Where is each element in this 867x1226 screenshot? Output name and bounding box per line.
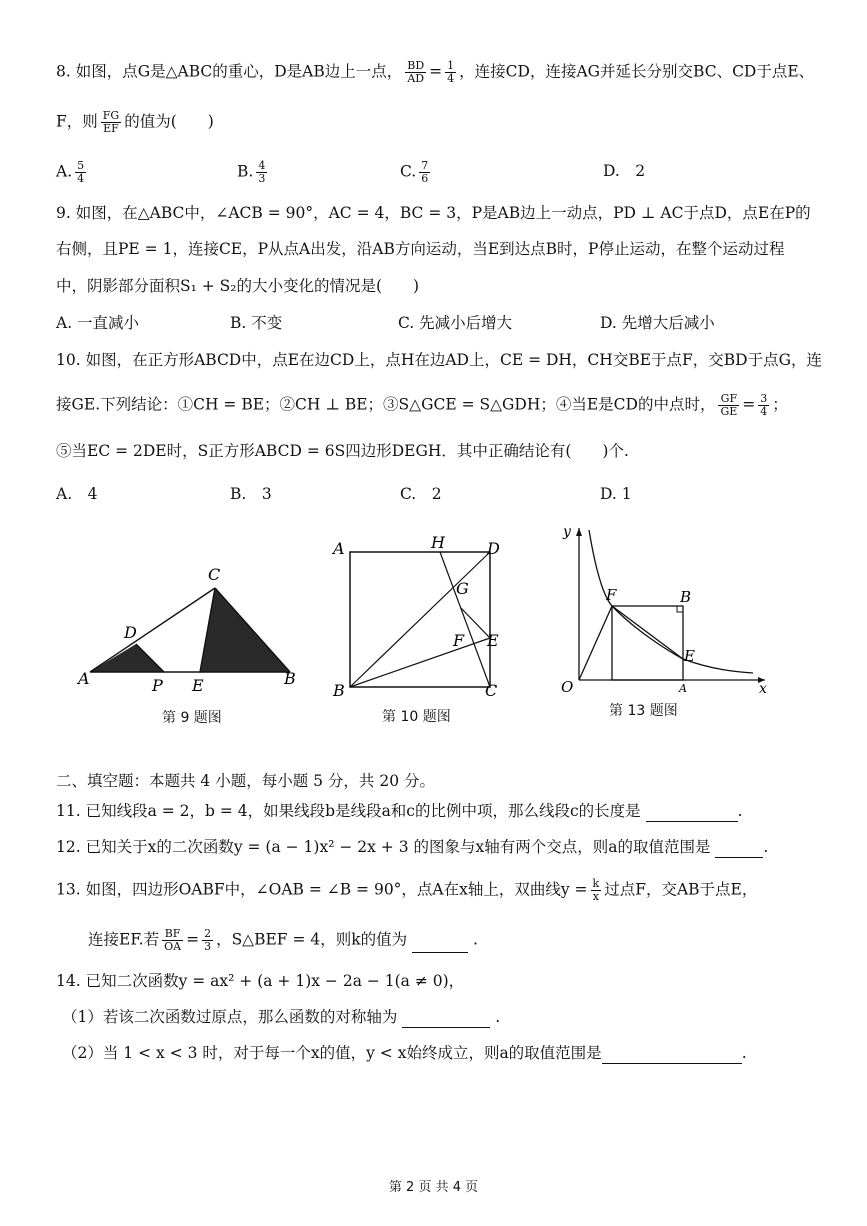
frac-num: 3 [760,392,768,405]
label-e: E [192,676,204,695]
q10-line1: 10. 如图，在正方形ABCD中，点E在边CD上，点H在边AD上，CE = DH，CH交BE于点F，交BD于点G，连 [56,351,822,369]
q13-end: . [473,930,478,949]
label-d: D [487,539,500,558]
segment-ge [461,608,490,638]
q8-frac-value [445,60,456,85]
opt-letter: A. [56,162,73,181]
label-y: y [563,524,571,540]
q11-line [56,800,743,822]
q12-text: 12. 已知关于x的二次函数y = (a − 1)x² − 2x + 3 的图象与x轴有两个交点，则a的取值范围是 [56,838,711,856]
frac-num: 4 [258,159,266,172]
label-o: O [561,678,574,696]
frac-num: BF [162,928,183,941]
q13-answer-blank[interactable] [412,938,468,953]
frac-den: EF [103,122,119,135]
segment-of [579,606,612,680]
q13-frac-k-x [591,878,602,903]
q8-option-c [400,160,433,185]
right-angle-mark [677,606,683,612]
q10-frac-gf-ge [718,393,739,418]
q14-line3 [62,1042,747,1064]
frac-den: 6 [421,172,429,185]
q9-option-b: B. 不变 [230,314,283,332]
q10-option-b: B. 3 [230,485,272,503]
q13-text-2a: 连接EF.若 [88,930,160,949]
q13-line1 [56,878,757,903]
q10-text-2a: 接GE.下列结论：①CH = BE；②CH ⊥ BE；③S△GCE = S△GDH；④当E是CD的中点时， [56,395,716,414]
label-e: E [684,647,695,665]
q8-line1 [56,60,814,85]
q11-end: . [737,802,743,820]
q8-option-d: D. 2 [603,162,646,180]
segment-be [350,638,490,687]
q10-line3: ⑤当EC = 2DE时，S正方形ABCD = 6S四边形DEGH．其中正确结论有( )个. [56,442,629,460]
q10-option-d: D. 1 [600,485,632,503]
q14-line2 [62,1006,500,1028]
q10-option-c: C. 2 [400,485,442,503]
q13-frac-bf-oa [162,928,183,953]
opt-frac [419,160,430,185]
q8-option-a [56,160,89,185]
frac-den: 3 [204,940,212,953]
segment-bd [350,552,490,687]
q10-text-2b: ； [772,395,788,414]
figure-10-caption: 第 10 题图 [382,709,451,725]
q14-part1-answer-blank[interactable] [402,1013,490,1028]
q10-line2 [56,393,788,418]
y-arrow [576,528,582,536]
q8-text-2b: 的值为( ) [124,112,214,131]
shaded-region-s2 [200,588,290,672]
frac-den: 4 [760,405,768,418]
eq: = [186,930,200,949]
q9-option-c: C. 先减小后增大 [398,314,513,332]
q8-text-2a: F，则 [56,112,98,131]
q13-text-1a: 13. 如图，四边形OABF中，∠OAB = ∠B = 90°，点A在x轴上，双曲线y = [56,880,588,899]
frac-num: FG [102,109,120,122]
label-e: E [487,631,499,650]
frac-num: GF [718,393,739,406]
segment-fe [612,606,683,659]
q10-frac-value [758,393,769,418]
section-2-title: 二、填空题：本题共 4 小题，每小题 5 分，共 20 分。 [56,772,436,790]
label-b: B [680,588,692,606]
label-h: H [431,533,445,552]
q8-text-1: 8. 如图，点G是△ABC的重心，D是AB边上一点， [56,62,403,81]
q8-text-1b: ，连接CD，连接AG并延长分别交BC、CD于点E、 [459,62,815,81]
q14-text-2: （1）若该二次函数过原点，那么函数的对称轴为 [62,1008,398,1026]
frac-num: 2 [204,927,212,940]
label-p: P [152,676,163,695]
eq: = [429,62,443,81]
q14-part2-answer-blank[interactable] [602,1049,742,1064]
q13-line2 [88,928,478,953]
opt-letter: C. [400,162,417,181]
segment-ac [90,588,215,672]
q13-text-1b: 过点F，交AB于点E， [604,880,758,899]
q9-line3: 中，阴影部分面积S₁ + S₂的大小变化的情况是( ) [56,277,420,295]
frac-num: BD [407,59,425,72]
q10-option-a: A. 4 [56,485,98,503]
opt-letter: B. [237,162,254,181]
page-footer: 第 2 页 共 4 页 [388,1180,479,1195]
q14-text-3: （2）当 1 < x < 3 时，对于每一个x的值，y < x始终成立，则a的取值范围是 [62,1044,602,1062]
label-c: C [208,565,221,584]
label-b: B [284,669,296,688]
frac-den: 4 [77,172,85,185]
figure-9-caption: 第 9 题图 [162,710,222,726]
q12-answer-blank[interactable] [715,843,763,858]
label-a: A [679,682,687,695]
q8-frac-fg-ef [101,110,121,135]
label-b: B [333,681,345,700]
eq: = [742,395,756,414]
opt-frac [256,160,267,185]
q14-end-1: . [495,1008,501,1026]
q14-end-2: . [741,1044,747,1062]
segment-hc [440,552,490,687]
q8-frac-bd-ad [405,60,426,85]
figure-13-caption: 第 13 题图 [609,703,678,719]
label-a: A [333,539,345,558]
frac-den: 4 [447,72,455,85]
q12-line [56,836,768,858]
figure-9 [70,560,310,700]
label-c: C [485,681,498,700]
figure-13 [553,518,783,698]
q9-option-d: D. 先增大后减小 [600,314,715,332]
q11-text: 11. 已知线段a = 2，b = 4，如果线段b是线段a和c的比例中项，那么线段c的长度是 [56,802,641,820]
figure-10 [325,530,515,710]
q14-line1: 14. 已知二次函数y = ax² + (a + 1)x − 2a − 1(a ≠ 0)， [56,972,465,990]
label-x: x [759,681,767,697]
frac-den: GE [720,405,738,418]
label-f: F [453,631,465,650]
opt-frac [75,160,86,185]
frac-den: OA [164,940,182,953]
label-g: G [456,579,469,598]
q13-frac-value [202,928,213,953]
label-a: A [78,669,90,688]
q13-text-2b: ，S△BEF = 4，则k的值为 [216,930,408,949]
q12-end: . [763,838,769,856]
q8-line2 [56,110,214,135]
frac-num: 5 [77,159,85,172]
frac-num: 1 [447,59,455,72]
frac-num: 7 [421,159,429,172]
label-f: F [606,586,617,604]
q8-option-b [237,160,270,185]
q9-line1: 9. 如图，在△ABC中，∠ACB = 90°，AC = 4，BC = 3，P是AB边上一动点，PD ⊥ AC于点D，点E在P的 [56,204,811,222]
q11-answer-blank[interactable] [646,807,738,822]
shaded-region-s1 [90,644,164,672]
q9-option-a: A. 一直减小 [56,314,140,332]
label-d: D [124,623,137,642]
frac-den: AD [407,72,425,85]
frac-num: k [592,877,600,890]
frac-den: x [592,890,599,903]
q9-line2: 右侧，且PE = 1，连接CE，P从点A出发，沿AB方向运动，当E到达点B时，P停止运动，在整个运动过程 [56,240,785,258]
frac-den: 3 [258,172,266,185]
